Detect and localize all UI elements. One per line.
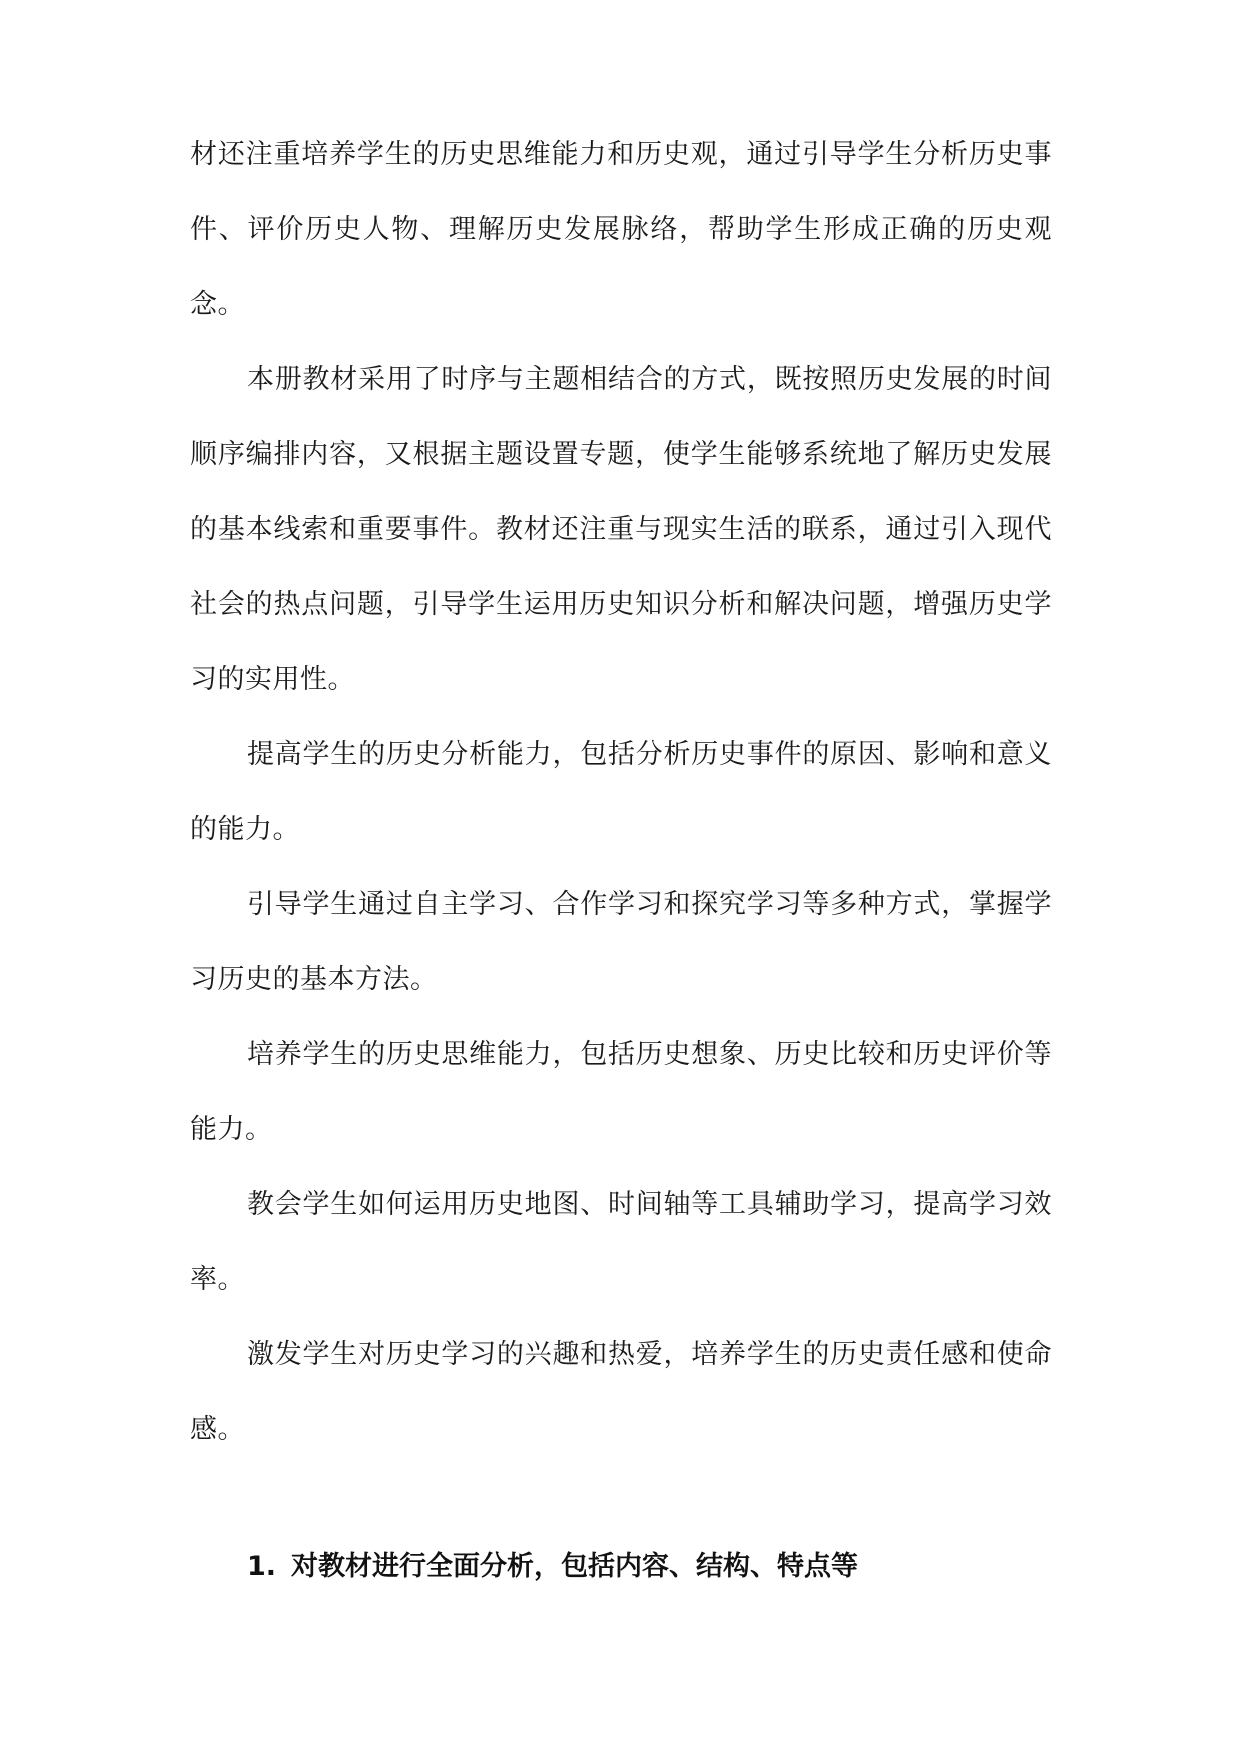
section-heading [247,1547,1047,1587]
paragraph-interest: 激发学生对历史学习的兴趣和热爱，培养学生的历史责任感和使命感。 [190,1339,1052,1445]
paragraph-analysis-ability: 提高学生的历史分析能力，包括分析历史事件的原因、影响和意义的能力。 [190,739,1052,845]
paragraph-learning-methods: 引导学生通过自主学习、合作学习和探究学习等多种方式，掌握学习历史的基本方法。 [190,889,1052,995]
body-text [190,117,1052,1467]
heading-text: 对教材进行全面分析，包括内容、结构、特点等 [291,1551,858,1582]
heading-number: 1. [247,1551,277,1582]
paragraph-thinking-ability: 培养学生的历史思维能力，包括历史想象、历史比较和历史评价等能力。 [190,1039,1052,1145]
paragraph-continuation: 材还注重培养学生的历史思维能力和历史观，通过引导学生分析历史事件、评价历史人物、理解历史发展脉络，帮助学生形成正确的历史观念。 [190,139,1052,320]
paragraph-teaching-structure: 本册教材采用了时序与主题相结合的方式，既按照历史发展的时间顺序编排内容，又根据主题设置专题，使学生能够系统地了解历史发展的基本线索和重要事件。教材还注重与现实生活的联系，通过引入现代社会的热点问题，引导学生运用历史知识分析和解决问题，增强历史学习的实用性。 [190,364,1052,695]
paragraph-tools: 教会学生如何运用历史地图、时间轴等工具辅助学习，提高学习效率。 [190,1189,1052,1295]
